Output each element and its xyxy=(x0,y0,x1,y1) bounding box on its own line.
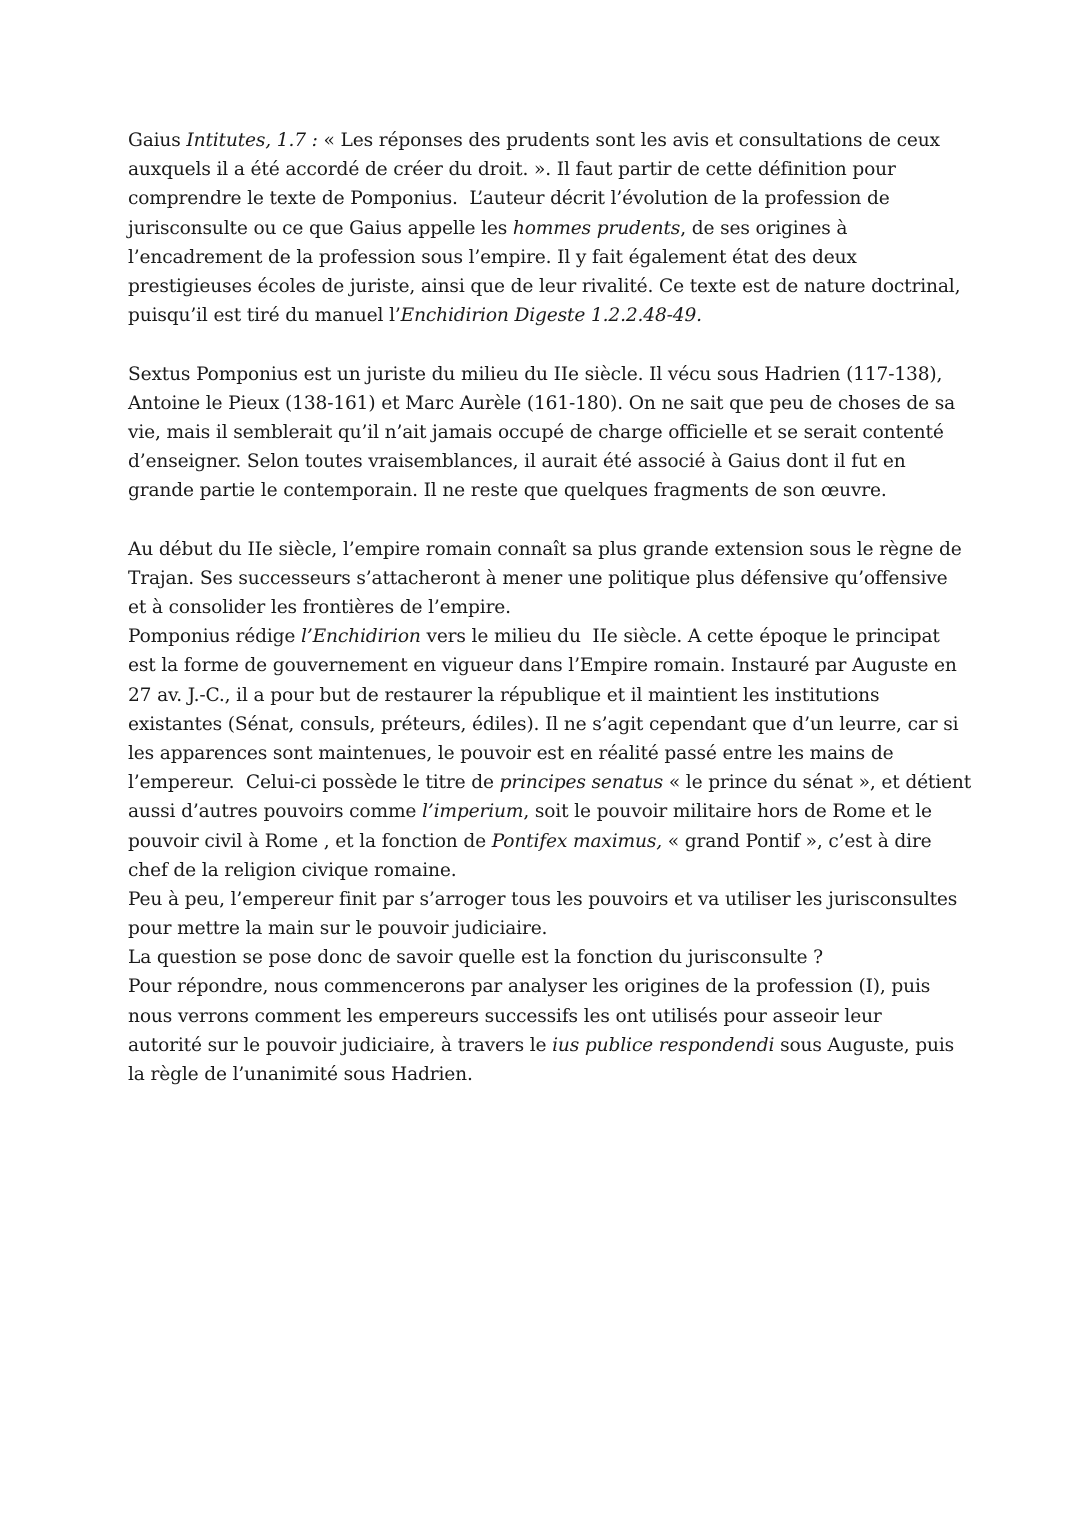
text-line: 27 av. J.-C., il a pour but de restaurer la république et il maintient les institutions xyxy=(128,684,880,706)
text-line: existantes (Sénat, consuls, préteurs, édiles). Il ne s’agit cependant que d’un leurre, car si xyxy=(128,713,959,735)
text-line: la règle de l’unanimité sous Hadrien. xyxy=(128,1064,473,1085)
text-line: l’encadrement de la profession sous l’empire. Il y fait également état des deux xyxy=(128,246,857,268)
text-line: pouvoir civil à Rome , et la fonction de Pontifex maximus, « grand Pontif », c’est à dire xyxy=(128,830,932,852)
text-line: Sextus Pomponius est un juriste du milieu du IIe siècle. Il vécu sous Hadrien (117-138), xyxy=(128,363,943,385)
text-line: aussi d’autres pouvoirs comme l’imperium, soit le pouvoir militaire hors de Rome et le xyxy=(128,801,932,823)
text-line: est la forme de gouvernement en vigueur dans l’Empire romain. Instauré par Auguste en xyxy=(128,655,957,677)
text-line: Pomponius rédige l’Enchidirion vers le milieu du IIe siècle. A cette époque le principat xyxy=(128,626,940,648)
paragraph-3 xyxy=(128,535,972,1090)
text-line: les apparences sont maintenues, le pouvoir est en réalité passé entre les mains de xyxy=(128,742,894,764)
text-line: Au début du IIe siècle, l’empire romain connaît sa plus grande extension sous le règne de xyxy=(128,538,962,560)
paragraph-2 xyxy=(128,360,958,506)
text-line: Trajan. Ses successeurs s’attacheront à mener une politique plus défensive qu’offensive xyxy=(128,567,948,589)
text-line: et à consolider les frontières de l’empire. xyxy=(128,597,511,618)
text-line: autorité sur le pouvoir judiciaire, à travers le ius publice respondendi sous Auguste, puis xyxy=(128,1034,955,1056)
text-line: pour mettre la main sur le pouvoir judiciaire. xyxy=(128,918,548,940)
paragraph-spacer xyxy=(128,505,958,534)
text-line: Antoine le Pieux (138-161) et Marc Aurèle (161-180). On ne sait que peu de choses de sa xyxy=(128,392,956,414)
text-line: La question se pose donc de savoir quelle est la fonction du jurisconsulte ? xyxy=(128,947,823,969)
text-line: vie, mais il semblerait qu’il n’ait jamais occupé de charge officielle et se serait contenté xyxy=(128,421,944,443)
text-line: l’empereur. Celui-ci possède le titre de principes senatus « le prince du sénat », et détient xyxy=(128,772,972,794)
document-page xyxy=(128,126,972,1089)
text-line: puisqu’il est tiré du manuel l’Enchidirion Digeste 1.2.2.48-49. xyxy=(128,305,702,327)
text-line: grande partie le contemporain. Il ne reste que quelques fragments de son œuvre. xyxy=(128,480,887,502)
text-line: comprendre le texte de Pomponius. L’auteur décrit l’évolution de la profession de xyxy=(128,188,890,210)
text-line: Peu à peu, l’empereur finit par s’arroger tous les pouvoirs et va utiliser les jurisconsultes xyxy=(128,888,958,910)
text-line: d’enseigner. Selon toutes vraisemblances, il aurait été associé à Gaius dont il fut en xyxy=(128,451,906,473)
paragraph-1 xyxy=(128,126,961,330)
text-line: auxquels il a été accordé de créer du droit. ». Il faut partir de cette définition pour xyxy=(128,159,896,181)
text-line: Pour répondre, nous commencerons par analyser les origines de la profession (I), puis xyxy=(128,976,931,998)
text-line: Gaius Intitutes, 1.7 : « Les réponses des prudents sont les avis et consultations de ceux xyxy=(128,130,940,151)
text-line: prestigieuses écoles de juriste, ainsi que de leur rivalité. Ce texte est de nature doctrinal, xyxy=(128,275,961,297)
paragraph-spacer xyxy=(128,330,958,359)
text-line: nous verrons comment les empereurs successifs les ont utilisés pour asseoir leur xyxy=(128,1005,882,1027)
text-line: chef de la religion civique romaine. xyxy=(128,859,457,881)
text-line: jurisconsulte ou ce que Gaius appelle les hommes prudents, de ses origines à xyxy=(128,217,848,239)
